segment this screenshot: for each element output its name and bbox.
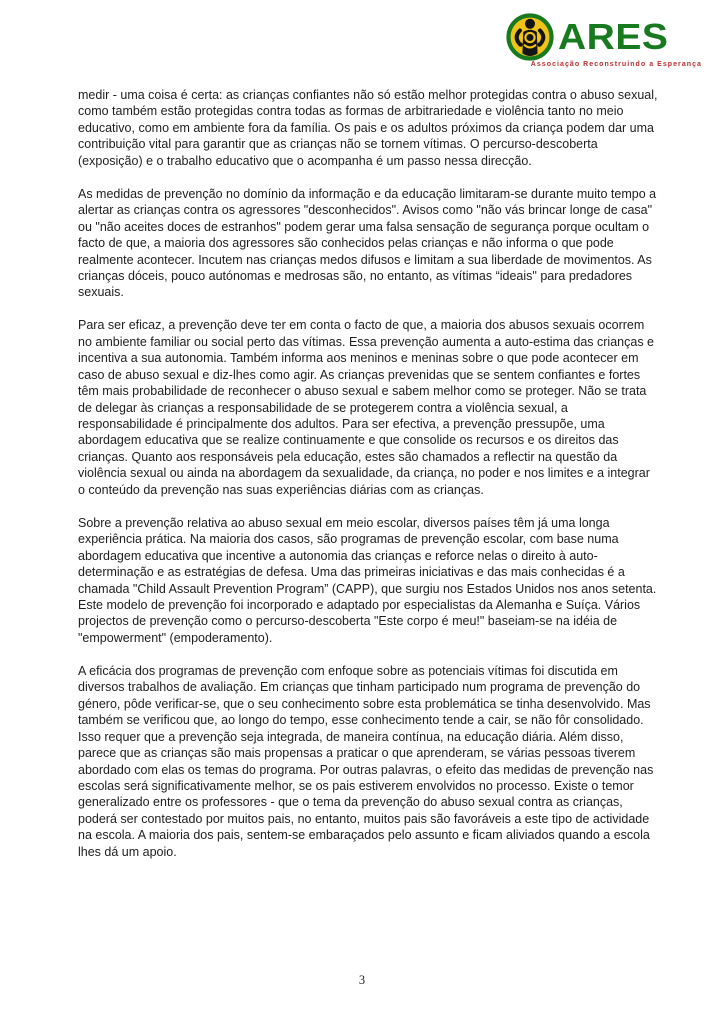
parent-embracing-child-icon [506,13,554,61]
body-paragraph: Sobre a prevenção relativa ao abuso sexual em meio escolar, diversos países têm já uma longa experiência prática. Na maioria dos casos, são programas de prevenção escolar, com base numa abordagem educativa que incentive a autonomia das crianças e reforce nelas o direito à auto-determinação e as estratégias de defesa. Uma das primeiras iniciativas e das mais conhecidas é a chamada "Child Assault Prevention Program” (CAPP), que surgiu nos Estados Unidos nos anos setenta. Este modelo de prevenção foi incorporado e adaptado por especialistas da Alemanha e Suíça. Vários projectos de prevenção como o percurso-descoberta "Este corpo é meu!" baseiam-se na idéia de "empowerment" (empoderamento). [78,515,657,645]
ares-logo-row [506,13,702,61]
body-paragraph: medir - uma coisa é certa: as crianças confiantes não só estão melhor protegidas contra o abuso sexual, como também estão protegidas contra todas as formas de arbitrariedade e violência tanto no meio educativo, como em ambiente fora da família. Os pais e os adultos próximos da criança podem dar uma contribuição vital para garantir que as crianças não se tornem vítimas. O percurso-descoberta (exposição) e o trabalho educativo que o acompanha é um passo nessa direcção. [78,88,658,168]
document-body [78,87,658,877]
page-number: 3 [358,973,366,987]
logo-tagline: Associação Reconstruindo a Esperança [530,61,702,68]
body-paragraph: Para ser eficaz, a prevenção deve ter em conta o facto de que, a maioria dos abusos sexuais ocorrem no ambiente familiar ou social perto das vítimas. Essa prevenção aumenta a auto-estima das crianças e incentiva a sua autonomia. Também informa aos meninos e meninas sobre o que pode acontecer em caso de abuso sexual e diz-lhes como agir. As crianças prevenidas que se sentem confiantes e fortes têm mais probabilidade de reconhecer o abuso sexual e sabem melhor como se proteger. Não se trata de delegar às crianças a responsabilidade de se protegerem contra a violência sexual, a responsabilidade é principalmente dos adultos. Para ser efectiva, a prevenção pressupõe, uma abordagem educativa que se realize continuamente e que consolide os recursos e os direitos das crianças. Quanto aos responsáveis pela educação, estes são chamados a reflectir na questão da violência sexual ou ainda na abordagem da sexualidade, da criança, no poder e nos limites e a integrar o conteúdo da prevenção nas suas experiências diárias com as crianças. [78,318,654,497]
logo-acronym: ARES [558,17,669,57]
body-paragraph: A eficácia dos programas de prevenção com enfoque sobre as potenciais vítimas foi discutida em diversos trabalhos de avaliação. Em crianças que tinham participado num programa de prevenção do género, pôde verificar-se, que o seu conhecimento sobre esta problemática se tinha desenvolvido. Mas também se verificou que, ao longo do tempo, esse conhecimento tende a cair, se não fôr consolidado. Isso requer que a prevenção seja integrada, de maneira contínua, na educação diária. Além disso, parece que as crianças são mais propensas a praticar o que aprenderam, se várias pessoas tiverem abordado com elas os temas do programa. Por outras palavras, o efeito das medidas de prevenção nas escolas será significativamente melhor, se os pais estiverem envolvidos no processo. Existe o temor generalizado entre os professores - que o tema da prevenção do abuso sexual contra as crianças, poderá ser contestado por muitos pais, no entanto, muitos pais são favoráveis a este tipo de actividade na escola. A maioria dos pais, sentem-se embaraçados pelo assunto e ficam aliviados quando a escola lhes dá um apoio. [78,663,654,859]
ares-logo [506,13,702,68]
body-paragraph: As medidas de prevenção no domínio da informação e da educação limitaram-se durante muito tempo a alertar as crianças contra os agressores "desconhecidos". Avisos como "não vás brincar longe de casa" ou "não aceites doces de estranhos" podem gerar uma falsa sensação de segurança porque ocultam o facto de que, a maioria dos agressores são conhecidos pelas crianças e não informa o que pode realmente acontecer. Incutem nas crianças medos difusos e limitam a sua liberdade de movimentos. As crianças dóceis, pouco autónomas e medrosas são, no entanto, as vítimas “ideais" para predadores sexuais. [78,186,657,300]
